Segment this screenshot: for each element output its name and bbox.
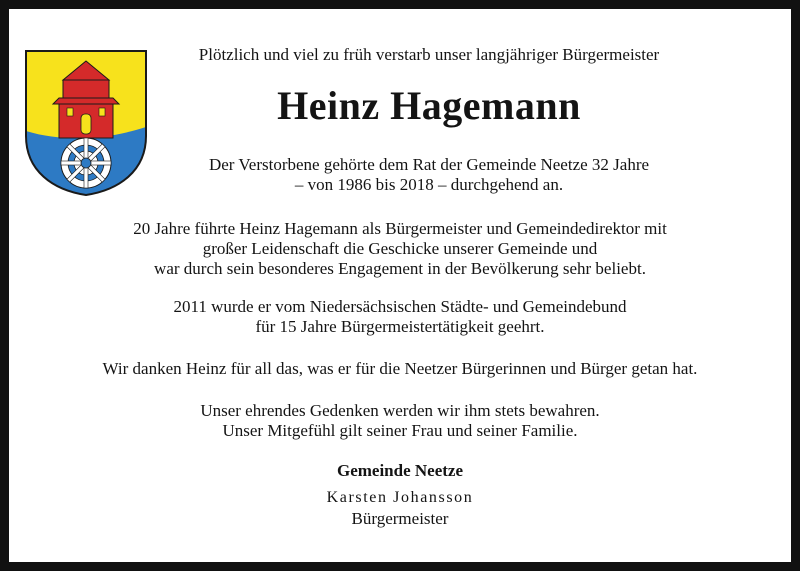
text-line: großer Leidenschaft die Geschicke unserer Gemeinde und bbox=[202, 239, 598, 258]
tenure-paragraph bbox=[169, 155, 689, 195]
text-line: Wir danken Heinz für all das, was er für die Neetzer Bürgerinnen und Bürger getan hat. bbox=[102, 359, 698, 378]
intro-line: Plötzlich und viel zu früh verstarb unser langjähriger Bürgermeister bbox=[198, 45, 660, 64]
text-line: war durch sein besonderes Engagement in der Bevölkerung sehr beliebt. bbox=[154, 259, 646, 278]
signature-organization: Gemeinde Neetze bbox=[336, 461, 464, 480]
text-line: 2011 wurde er vom Niedersächsischen Städte- und Gemeindebund bbox=[173, 297, 627, 316]
text-line: 20 Jahre führte Heinz Hagemann als Bürgermeister und Gemeindedirektor mit bbox=[133, 219, 667, 238]
thanks-paragraph bbox=[29, 359, 771, 379]
text-line: für 15 Jahre Bürgermeistertätigkeit geehrt. bbox=[255, 317, 545, 336]
condolence-paragraph bbox=[29, 401, 771, 441]
text-line: – von 1986 bis 2018 – durchgehend an. bbox=[294, 175, 564, 194]
text-line: Unser Mitgefühl gilt seiner Frau und seiner Familie. bbox=[222, 421, 578, 440]
honor-paragraph bbox=[29, 297, 771, 337]
signature-role: Bürgermeister bbox=[351, 509, 449, 528]
coat-of-arms-icon bbox=[23, 48, 149, 198]
deceased-name: Heinz Hagemann bbox=[277, 83, 581, 128]
signature-name: Karsten Johansson bbox=[326, 489, 474, 506]
text-line: Der Verstorbene gehörte dem Rat der Gemeinde Neetze 32 Jahre bbox=[208, 155, 650, 174]
text-line: Unser ehrendes Gedenken werden wir ihm stets bewahren. bbox=[200, 401, 600, 420]
mayor-paragraph bbox=[29, 219, 771, 279]
